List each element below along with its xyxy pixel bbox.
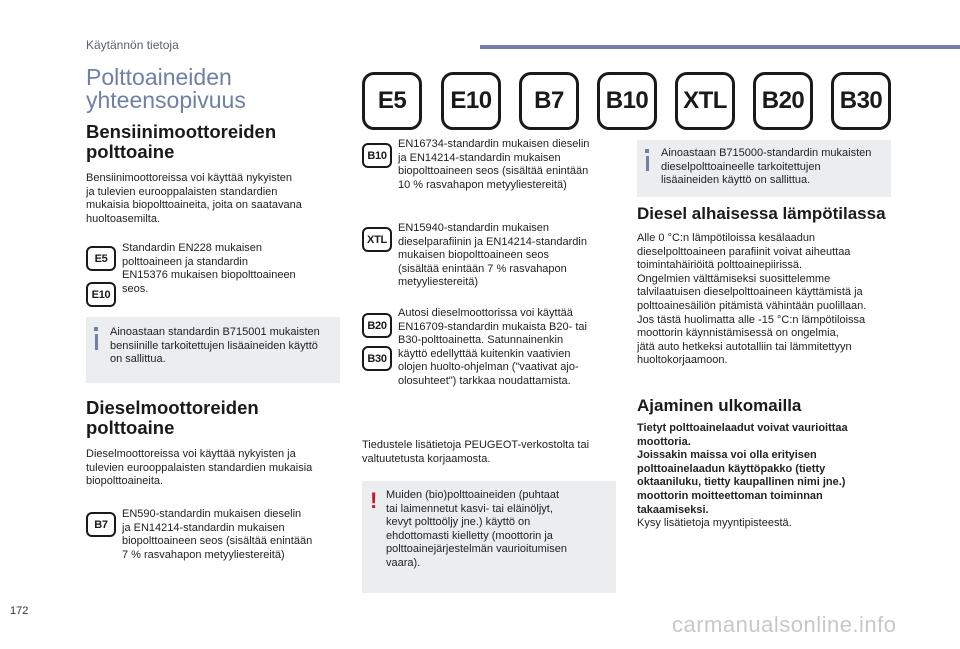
abroad-bold-line: takaamiseksi.: [637, 503, 709, 516]
header-bar: [480, 45, 960, 49]
b10-badge: B10: [362, 143, 392, 168]
warning-line: ehdottomasti kielletty (moottorin ja: [386, 529, 553, 542]
diesel-intro-line: Dieselmoottoreissa voi käyttää nykyisten ja: [86, 448, 296, 460]
diesel-heading-line1: Dieselmoottoreiden: [86, 397, 259, 418]
more-info-line: valtuutetusta korjaamosta.: [362, 452, 491, 465]
petrol-note: [86, 317, 340, 383]
warning-icon: !: [370, 488, 378, 513]
abroad-bold-line: Joissakin maissa voi olla erityisen: [637, 449, 817, 462]
cold-line: Jos tästä huolimatta alle -15 °C:n lämpötiloissa: [637, 313, 866, 326]
b7-text-line: 7 % rasvahapon metyyliestereitä): [122, 548, 285, 561]
warning-note: [362, 481, 616, 593]
diesel-intro: [86, 448, 312, 489]
cold-line: talvilaatuisen dieselpolttoaineen käyttämistä ja: [637, 286, 863, 299]
diesel-heading-line2: polttoaine: [86, 417, 175, 438]
info-icon-bar: [646, 156, 649, 171]
cold-weather-text: [637, 232, 866, 368]
b20-text-line: EN16709-standardin mukaista B20- tai: [398, 320, 587, 333]
b30-badge: B30: [362, 346, 392, 371]
b20-badge: B20: [362, 313, 392, 338]
page-title-line2: yhteensopivuus: [86, 87, 246, 113]
cold-weather-heading: Diesel alhaisessa lämpötilassa: [637, 204, 886, 223]
abroad-bold-line: oktaaniluku, tietty kaupallinen nimi jne.): [637, 476, 846, 489]
xtl-text-line: EN15940-standardin mukaisen: [398, 222, 550, 234]
warning-line: Muiden (bio)polttoaineiden (puhtaat: [386, 489, 560, 501]
xtl-text-line: (sisältää enintään 7 % rasvahapon: [398, 262, 567, 275]
diesel-additive-line: dieselpolttoaineelle tarkoitettujen: [661, 160, 821, 173]
petrol-intro-line: ja tulevien eurooppalaisten standardien: [86, 185, 278, 198]
petrol-note-text: [110, 326, 320, 367]
info-icon: [645, 149, 649, 153]
petrol-standard-text: [122, 242, 296, 296]
diesel-additive-line: lisäaineiden käyttö on sallittua.: [661, 174, 811, 187]
fuel-badge-b20: B20: [753, 72, 813, 130]
warning-line: polttoainejärjestelmän vaurioitumisen: [386, 543, 567, 556]
cold-line: Alle 0 °C:n lämpötiloissa kesälaadun: [637, 232, 816, 244]
b20-text-line: käyttö edellyttää kuitenkin vaativien: [398, 347, 571, 360]
abroad-bold-line: polttoainelaadun käyttöpakko (tietty: [637, 462, 826, 475]
diesel-heading: [86, 398, 259, 438]
xtl-text-line: dieselparafiinin ja EN14214-standardin: [398, 235, 587, 248]
b20-b30-text: [398, 307, 587, 389]
b20-text-line: olosuhteet") tarkkaa noudattamista.: [398, 374, 571, 387]
xtl-text-line: mukaisen biopolttoaineen seos: [398, 249, 550, 262]
e10-badge: E10: [86, 282, 116, 307]
b7-text-line: biopolttoaineen seos (sisältää enintään: [122, 535, 313, 548]
b10-text-line: EN16734-standardin mukaisen dieselin: [398, 138, 590, 150]
cold-line: toimintahäiriöitä polttoainepiirissä.: [637, 259, 803, 272]
more-info-text: [362, 439, 589, 466]
petrol-standard-line: EN15376 mukaisen biopolttoaineen: [122, 269, 296, 282]
xtl-text: [398, 222, 587, 290]
xtl-badge: XTL: [362, 227, 392, 252]
petrol-heading: [86, 122, 276, 162]
petrol-standard-line: seos.: [122, 282, 149, 295]
fuel-badge-e10: E10: [441, 72, 501, 130]
fuel-badge-xtl: XTL: [675, 72, 735, 130]
fuel-badge-b7: B7: [519, 72, 579, 130]
section-header: Käytännön tietoja: [86, 38, 179, 52]
fuel-badge-b30: B30: [831, 72, 891, 130]
petrol-intro-line: huoltoasemilta.: [86, 212, 160, 225]
petrol-heading-line2: polttoaine: [86, 141, 175, 162]
petrol-note-line: on sallittua.: [110, 353, 166, 366]
petrol-note-line: bensiinille tarkoitettujen lisäaineiden käyttö: [110, 339, 318, 352]
b7-text-line: ja EN14214-standardin mukaisen: [122, 521, 285, 534]
b20-text-line: B30-polttoainetta. Satunnainenkin: [398, 334, 564, 347]
b10-text: [398, 138, 589, 192]
watermark: carmanualsonline.info: [672, 612, 897, 637]
page-number: 172: [10, 605, 29, 617]
petrol-standard-line: polttoaineen ja standardin: [122, 255, 248, 268]
petrol-intro-line: mukaisia biopolttoaineita, joita on saatavana: [86, 199, 302, 212]
page-title: [86, 66, 246, 112]
b10-text-line: biopolttoaineen seos (sisältää enintään: [398, 165, 589, 178]
abroad-heading: Ajaminen ulkomailla: [637, 396, 802, 415]
abroad-bold-line: Tietyt polttoainelaadut voivat vaurioittaa: [637, 422, 848, 434]
cold-line: polttoainesäiliön pitämistä vähintään puolillaan.: [637, 299, 867, 312]
b20-text-line: olojen huolto-ohjelman ("vaativat ajo-: [398, 361, 579, 374]
cold-line: huoltokorjaamoon.: [637, 354, 728, 367]
petrol-heading-line1: Bensiinimoottoreiden: [86, 121, 277, 142]
b10-text-line: ja EN14214-standardin mukaisen: [398, 151, 561, 164]
cold-line: Ongelmien välttämiseksi suosittelemme: [637, 272, 831, 285]
abroad-bold-line: moottoria.: [637, 435, 691, 448]
b10-text-line: 10 % rasvahapon metyyliestereitä): [398, 178, 567, 191]
petrol-intro-line: Bensiinimoottoreissa voi käyttää nykyisten: [86, 172, 293, 184]
warning-text: [386, 489, 567, 571]
diesel-additive-note: [637, 140, 891, 197]
more-info-line: Tiedustele lisätietoja PEUGEOT-verkostolta tai: [362, 439, 590, 451]
petrol-intro: [86, 172, 302, 226]
b7-text-line: EN590-standardin mukaisen dieselin: [122, 508, 302, 520]
petrol-note-line: Ainoastaan standardin B715001 mukaisten: [110, 326, 320, 338]
e5-badge: E5: [86, 246, 116, 271]
diesel-intro-line: tulevien eurooppalaisten standardien mukaisia: [86, 461, 313, 474]
fuel-badge-b10: B10: [597, 72, 657, 130]
warning-line: tai laimennetut kasvi- tai eläinöljyt,: [386, 502, 553, 515]
warning-line: kevyt polttoöljy jne.) käyttö on: [386, 516, 531, 529]
abroad-normal-line: Kysy lisätietoja myyntipisteestä.: [637, 517, 792, 530]
info-icon-bar: [95, 334, 98, 350]
diesel-intro-line: biopolttoaineita.: [86, 475, 164, 488]
cold-line: moottorin käynnistämisessä on ongelmia,: [637, 327, 839, 340]
cold-line: dieselpolttoaineen parafiinit voivat aiheuttaa: [637, 245, 851, 258]
diesel-additive-text: [661, 147, 871, 188]
warning-line: vaara).: [386, 556, 421, 569]
b20-text-line: Autosi dieselmoottorissa voi käyttää: [398, 307, 573, 319]
xtl-text-line: metyyliestereitä): [398, 276, 479, 289]
page-title-line1: Polttoaineiden: [86, 64, 232, 90]
abroad-text: [637, 422, 848, 531]
cold-line: jätä auto hetkeksi autotalliin tai lämmitettyyn: [637, 340, 852, 353]
abroad-bold-line: moottorin moitteettoman toiminnan: [637, 489, 823, 502]
b7-badge: B7: [86, 512, 116, 537]
fuel-badge-e5: E5: [362, 72, 422, 130]
diesel-additive-line: Ainoastaan B715000-standardin mukaisten: [661, 147, 872, 159]
info-icon: [94, 327, 98, 331]
b7-text: [122, 508, 312, 562]
petrol-standard-line: Standardin EN228 mukaisen: [122, 242, 263, 254]
